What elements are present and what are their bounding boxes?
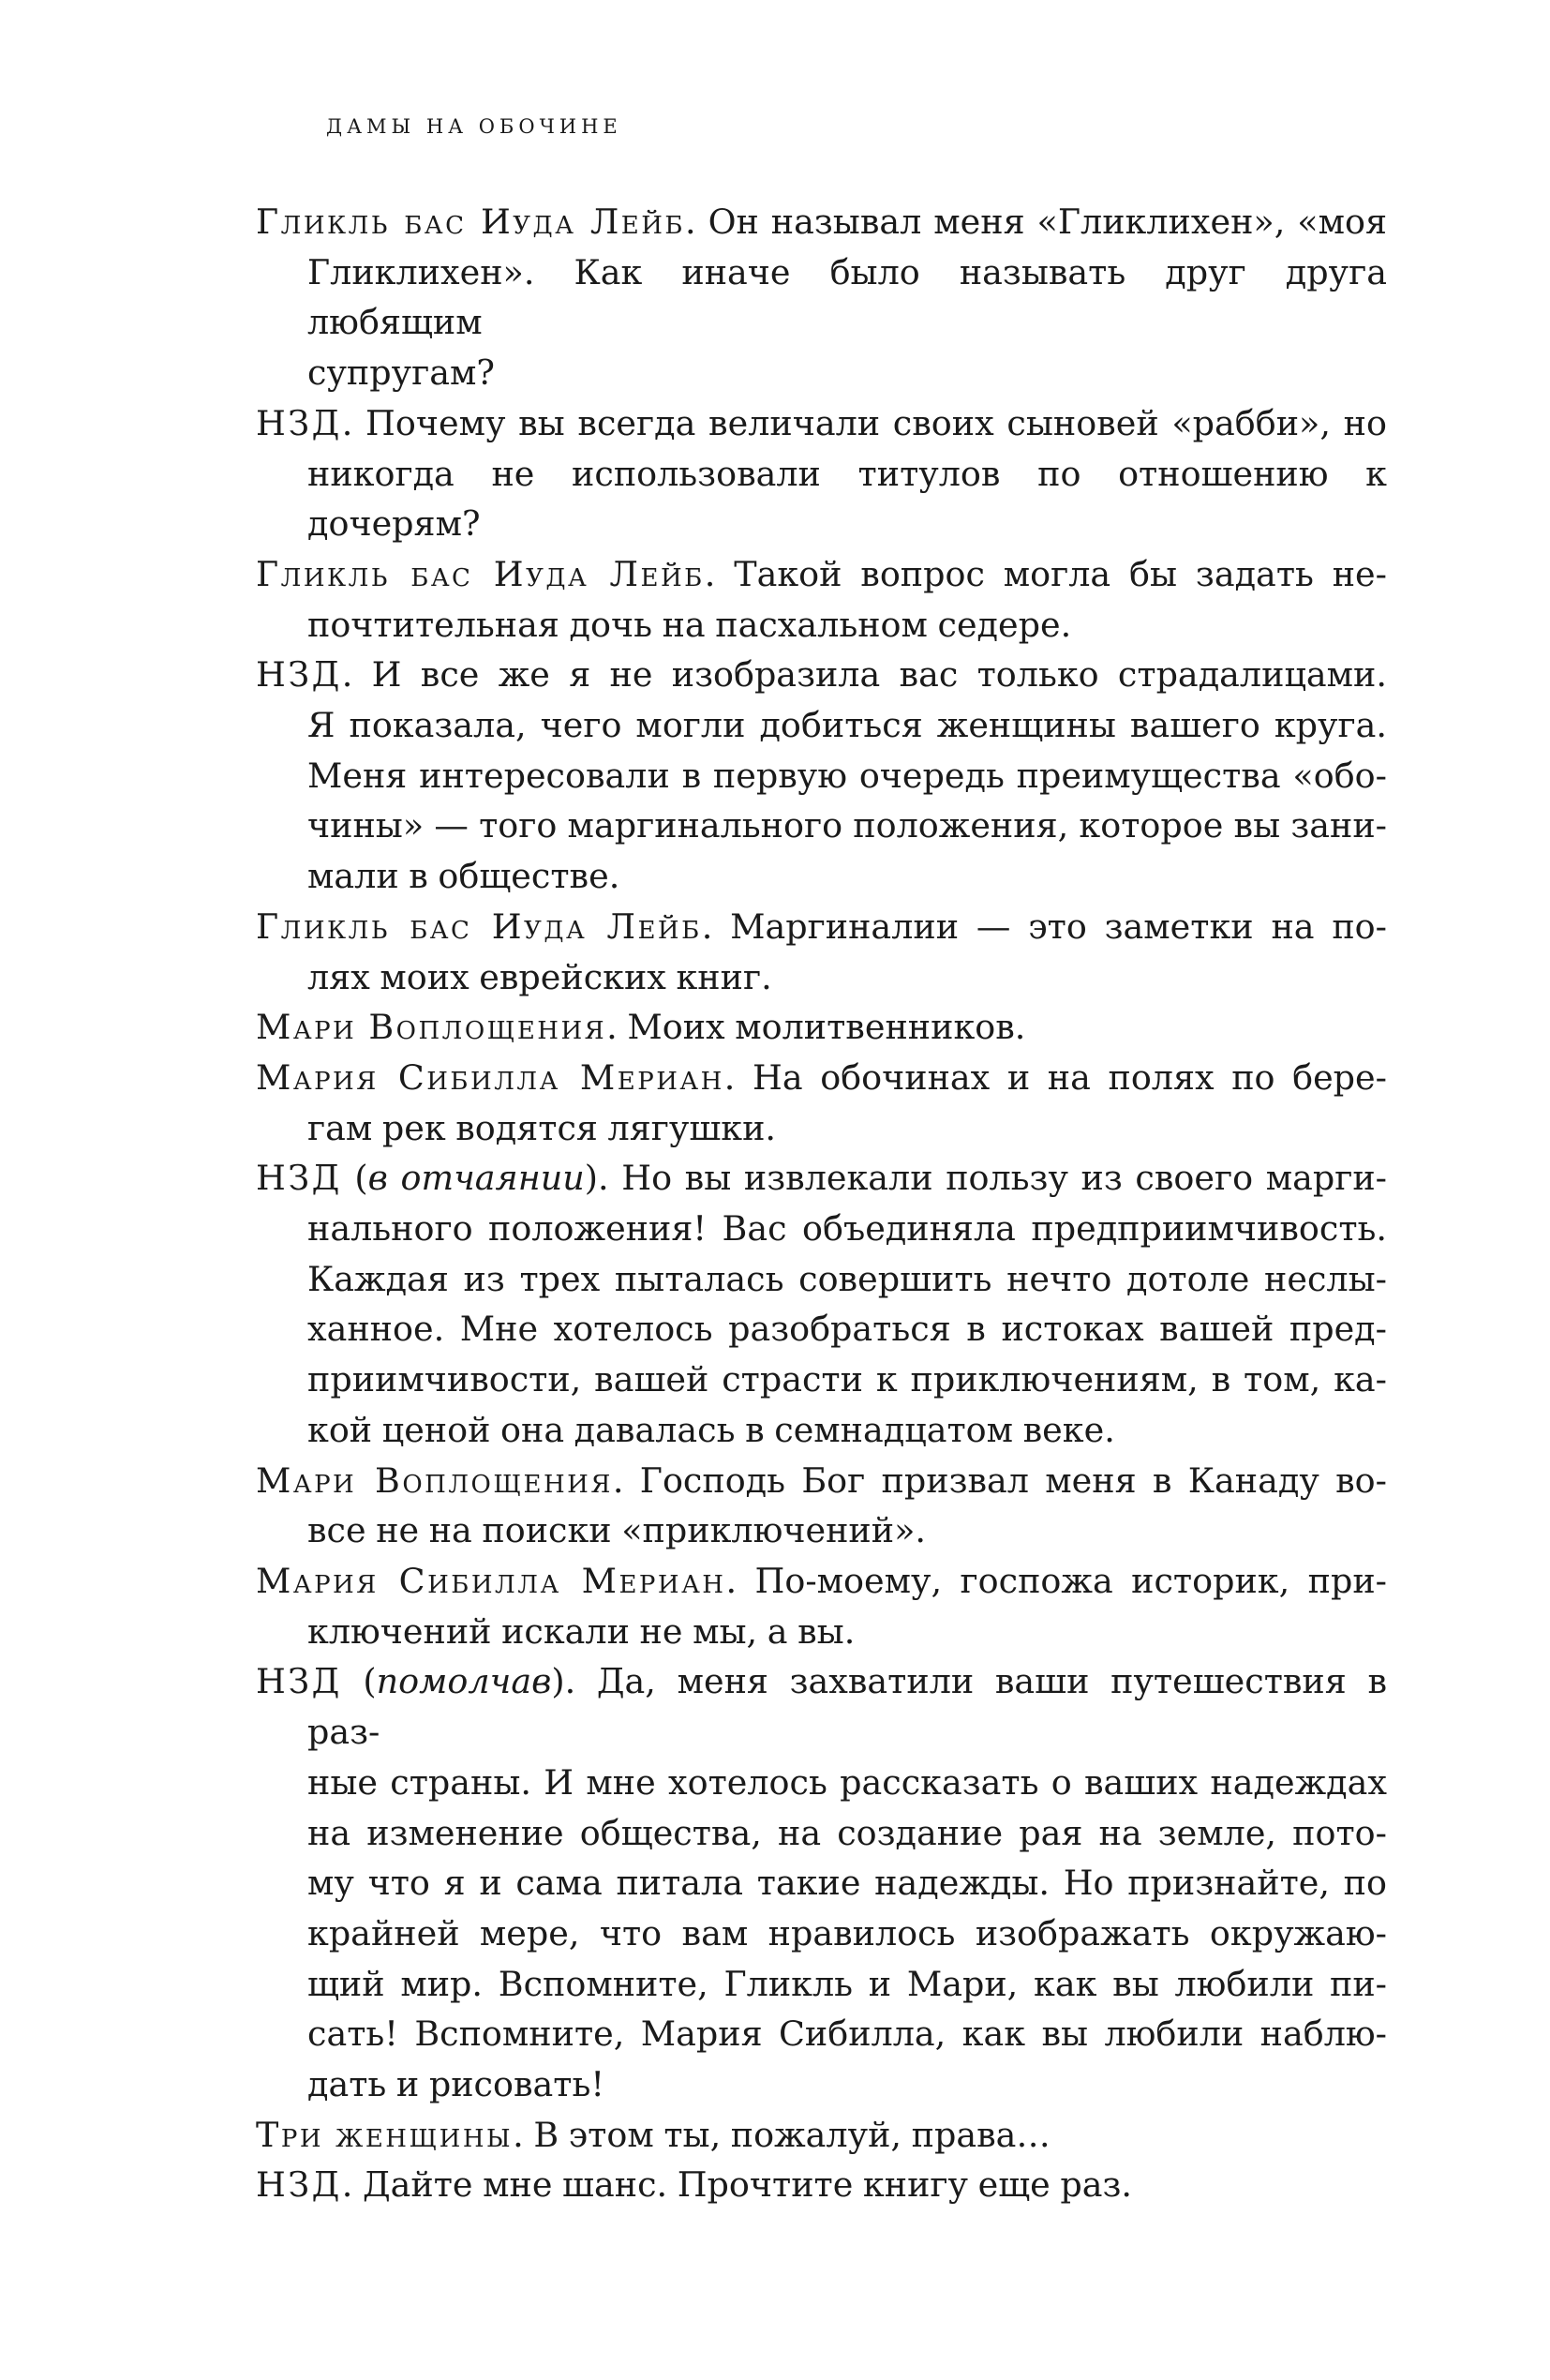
text-line: кой ценой она давалась в семнадцатом веке. bbox=[307, 1409, 1115, 1450]
typeset-line bbox=[307, 1607, 1387, 1657]
typeset-line: Гликль бас Иуда Лейб. Такой вопрос могла бы задать не- bbox=[256, 553, 1387, 594]
typeset-line bbox=[307, 1304, 1387, 1355]
dialogue-entry bbox=[256, 1002, 1387, 1053]
running-head: ДАМЫ НА ОБОЧИНЕ bbox=[326, 115, 622, 138]
text-line: На обочинах и на полях по бере- bbox=[753, 1056, 1387, 1098]
typeset-line bbox=[307, 1405, 1387, 1456]
text-line: Почему вы всегда величали своих сыновей «рабби», но bbox=[365, 402, 1387, 443]
typeset-line: НЗД (помолчав). Да, меня захватили ваши путешествия в раз- bbox=[256, 1661, 1388, 1753]
typeset-line bbox=[307, 1858, 1387, 1908]
typeset-line bbox=[307, 1355, 1387, 1405]
typeset-line: Мари Воплощения. Моих молитвенников. bbox=[256, 1007, 1026, 1048]
dialogue-entry bbox=[256, 1053, 1387, 1153]
typeset-line bbox=[307, 2059, 1387, 2110]
text-line: все не на поиски «приключений». bbox=[307, 1510, 927, 1551]
typeset-line bbox=[307, 348, 1387, 398]
typeset-line bbox=[307, 1808, 1387, 1859]
typeset-line bbox=[307, 1254, 1387, 1305]
speaker-name: Гликль бас Иуда Лейб bbox=[256, 906, 702, 947]
dialogue-entry bbox=[256, 1556, 1387, 1656]
typeset-line bbox=[307, 247, 1387, 348]
dialogue-entry bbox=[256, 650, 1387, 902]
speaker-name: Мария Сибилла Мериан bbox=[256, 1056, 724, 1098]
text-line: супругам? bbox=[307, 352, 495, 394]
typeset-line: НЗД. И все же я не изобразила вас только страдалицами. bbox=[256, 654, 1387, 696]
typeset-line bbox=[307, 1758, 1387, 1808]
dialogue-entry bbox=[256, 549, 1387, 650]
typeset-line: НЗД. Почему вы всегда величали своих сыновей «рабби», но bbox=[256, 402, 1387, 443]
dialogue-entry bbox=[256, 2160, 1387, 2210]
text-line: Меня интересовали в первую очередь преимущества «обо- bbox=[307, 755, 1387, 796]
text-line: Каждая из трех пыталась совершить нечто дотоле неслы- bbox=[307, 1258, 1387, 1299]
text-line: сать! Вспомните, Мария Сибилла, как вы любили наблю- bbox=[307, 2013, 1387, 2055]
text-line: Маргиналии — это заметки на по- bbox=[730, 906, 1387, 947]
text-line: По-моему, госпожа историк, при- bbox=[754, 1560, 1387, 1601]
typeset-line: Мария Сибилла Мериан. На обочинах и на полях по бере- bbox=[256, 1056, 1387, 1098]
text-line: щий мир. Вспомните, Гликль и Мари, как вы любили пи- bbox=[307, 1963, 1387, 2004]
text-line: Но вы извлекали пользу из своего марги- bbox=[621, 1158, 1388, 1199]
typeset-line bbox=[307, 1505, 1387, 1556]
text-line: на изменение общества, на создание рая на земле, пото- bbox=[307, 1812, 1387, 1853]
text-line: Такой вопрос могла бы задать не- bbox=[734, 553, 1387, 594]
text-line: И все же я не изобразила вас только страдалицами. bbox=[371, 654, 1387, 696]
dialogue-entry bbox=[256, 2110, 1387, 2161]
typeset-line bbox=[307, 700, 1387, 751]
typeset-line: Гликль бас Иуда Лейб. Маргиналии — это заметки на по- bbox=[256, 906, 1387, 947]
speaker-name: НЗД bbox=[256, 402, 342, 443]
speaker-name: Три женщины bbox=[256, 2114, 514, 2155]
typeset-line bbox=[307, 1103, 1387, 1154]
stage-direction: в отчаянии bbox=[367, 1158, 585, 1199]
text-line: му что я и сама питала такие надежды. Но признайте, по bbox=[307, 1863, 1387, 1904]
typeset-line bbox=[307, 2009, 1387, 2059]
typeset-line: Гликль бас Иуда Лейб. Он называл меня «Гликлихен», «моя bbox=[256, 202, 1387, 242]
typeset-line: НЗД (в отчаянии). Но вы извлекали пользу из своего марги- bbox=[256, 1158, 1388, 1199]
typeset-line: Три женщины. В этом ты, пожалуй, права… bbox=[256, 2114, 1051, 2155]
text-line: Я показала, чего могли добиться женщины вашего круга. bbox=[307, 705, 1387, 746]
text-line: Моих молитвенников. bbox=[627, 1007, 1026, 1048]
typeset-line: НЗД. Дайте мне шанс. Прочтите книгу еще раз. bbox=[256, 2164, 1132, 2206]
speaker-name: НЗД bbox=[256, 654, 342, 696]
typeset-line: Мария Сибилла Мериан. По-моему, госпожа историк, при- bbox=[256, 1560, 1387, 1601]
typeset-line bbox=[307, 952, 1387, 1003]
typeset-line bbox=[307, 600, 1387, 651]
text-line: нального положения! Вас объединяла предприимчивость. bbox=[307, 1208, 1387, 1250]
text-line: никогда не использовали титулов по отношению к дочерям? bbox=[307, 453, 1387, 545]
text-line: В этом ты, пожалуй, права… bbox=[533, 2114, 1051, 2155]
text-line: дать и рисовать! bbox=[307, 2064, 604, 2105]
text-line: Дайте мне шанс. Прочтите книгу еще раз. bbox=[362, 2164, 1132, 2206]
typeset-line bbox=[307, 1959, 1387, 2010]
text-line: ханное. Мне хотелось разобраться в истоках вашей пред- bbox=[307, 1309, 1387, 1350]
dialogue-entry bbox=[256, 398, 1387, 549]
speaker-name: Мари Воплощения bbox=[256, 1459, 613, 1501]
text-line: Да, меня захватили ваши путешествия в раз- bbox=[307, 1661, 1388, 1753]
text-line: ключений искали не мы, а вы. bbox=[307, 1610, 856, 1652]
text-line: ные страны. И мне хотелось рассказать о ваших надеждах bbox=[307, 1761, 1387, 1803]
typeset-line bbox=[307, 1204, 1387, 1254]
text-line: Он называл меня «Гликлихен», «моя bbox=[708, 202, 1387, 242]
speaker-name: НЗД bbox=[256, 1158, 342, 1199]
typeset-line bbox=[307, 751, 1387, 801]
text-line: почтительная дочь на пасхальном седере. bbox=[307, 604, 1072, 645]
text-line: Гликлихен». Как иначе было называть друг друга любящим bbox=[307, 251, 1387, 343]
typeset-line bbox=[307, 449, 1387, 549]
dialogue bbox=[256, 197, 1387, 2210]
text-line: лях моих еврейских книг. bbox=[307, 956, 772, 997]
typeset-line: Мари Воплощения. Господь Бог призвал меня в Канаду во- bbox=[256, 1459, 1387, 1501]
stage-direction: помолчав bbox=[376, 1661, 552, 1702]
typeset-line bbox=[307, 851, 1387, 902]
speaker-name: Мария Сибилла Мериан bbox=[256, 1560, 726, 1601]
dialogue-entry bbox=[256, 1456, 1387, 1556]
typeset-line bbox=[307, 1908, 1387, 1959]
dialogue-entry bbox=[256, 197, 1387, 398]
text-line: Господь Бог призвал меня в Канаду во- bbox=[639, 1459, 1387, 1501]
text-line: чины» — того маргинального положения, которое вы зани- bbox=[307, 805, 1387, 846]
text-line: приимчивости, вашей страсти к приключениям, в том, ка- bbox=[307, 1359, 1387, 1400]
text-line: крайней мере, что вам нравилось изображать окружаю- bbox=[307, 1912, 1387, 1953]
dialogue-entry bbox=[256, 1153, 1387, 1455]
dialogue-entry bbox=[256, 902, 1387, 1002]
speaker-name: НЗД bbox=[256, 2164, 342, 2206]
text-line: мали в обществе. bbox=[307, 856, 620, 897]
typeset-line bbox=[307, 801, 1387, 851]
speaker-name: Мари Воплощения bbox=[256, 1007, 607, 1048]
text-line: гам рек водятся лягушки. bbox=[307, 1107, 777, 1148]
speaker-name: Гликль бас Иуда Лейб bbox=[256, 202, 686, 242]
speaker-name: Гликль бас Иуда Лейб bbox=[256, 553, 705, 594]
dialogue-entry bbox=[256, 1656, 1387, 2109]
speaker-name: НЗД bbox=[256, 1661, 342, 1702]
